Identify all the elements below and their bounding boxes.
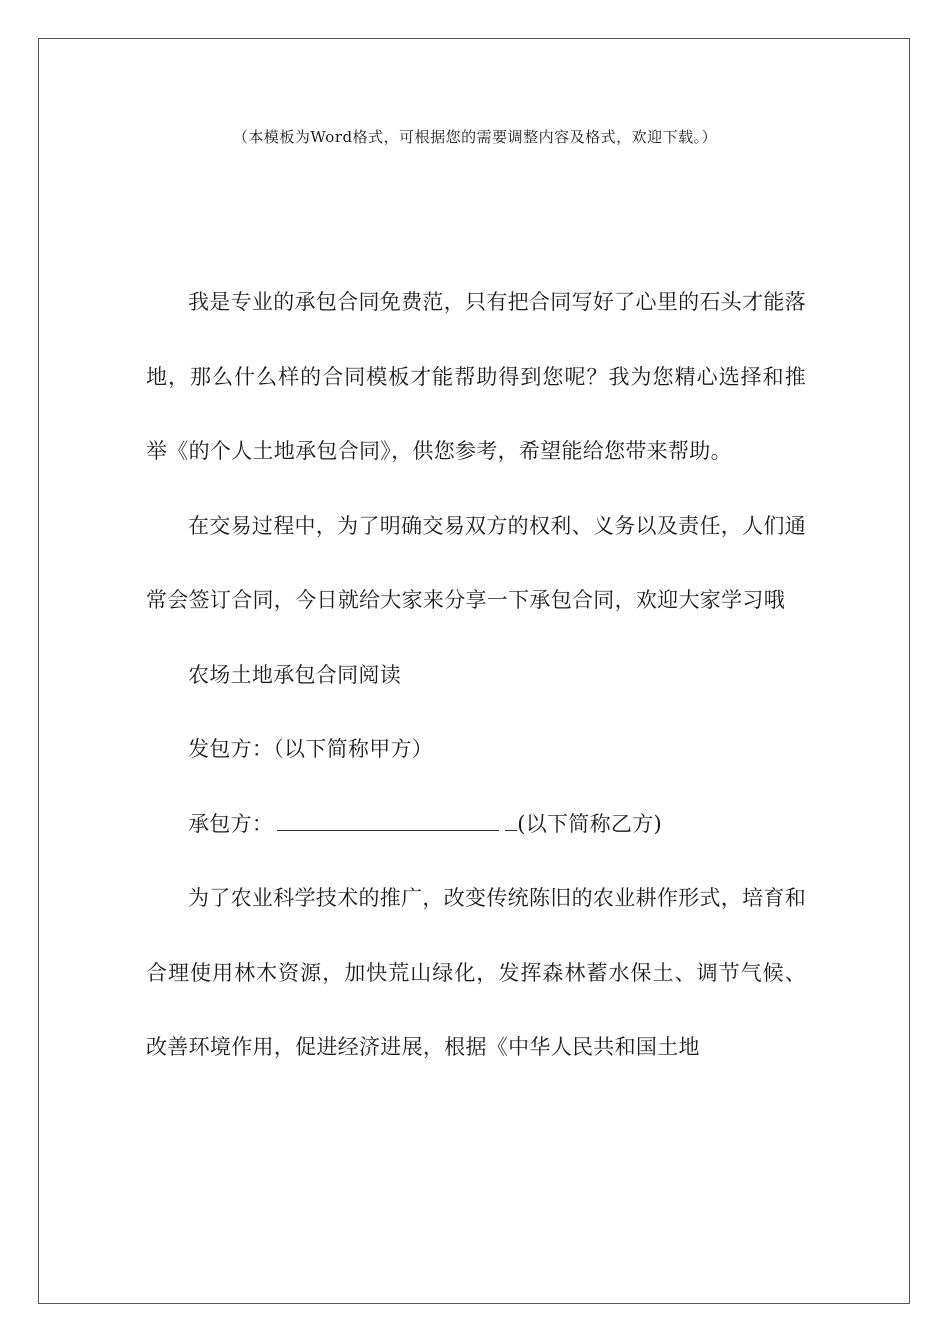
party-b-line	[146, 787, 806, 862]
party-b-blank-tail	[505, 812, 517, 831]
party-b-suffix: (以下简称乙方)	[517, 811, 662, 836]
context-paragraph: 在交易过程中，为了明确交易双方的权利、义务以及责任，人们通常会签订合同，今日就给大家来分享一下承包合同，欢迎大家学习哦	[146, 513, 806, 612]
intro-paragraph: 我是专业的承包合同免费范，只有把合同写好了心里的石头才能落地，那么什么样的合同模板才能帮助得到您呢？我为您精心选择和推举《的个人土地承包合同》，供您参考，希望能给您带来帮助。	[146, 290, 806, 463]
contract-title: 农场土地承包合同阅读	[188, 662, 401, 687]
template-note: （本模板为Word格式，可根据您的需要调整内容及格式，欢迎下载。）	[232, 128, 718, 146]
party-a-line: 发包方：（以下简称甲方）	[188, 737, 434, 761]
party-b-label: 承包方：	[188, 811, 274, 836]
purpose-paragraph: 为了农业科学技术的推广，改变传统陈旧的农业耕作形式，培育和合理使用林木资源，加快荒山绿化，发挥森林蓄水保土、调节气候、改善环境作用，促进经济进展，根据《中华人民共和国土地	[146, 886, 806, 1059]
party-b-blank	[277, 812, 499, 831]
document-body	[146, 265, 806, 1085]
